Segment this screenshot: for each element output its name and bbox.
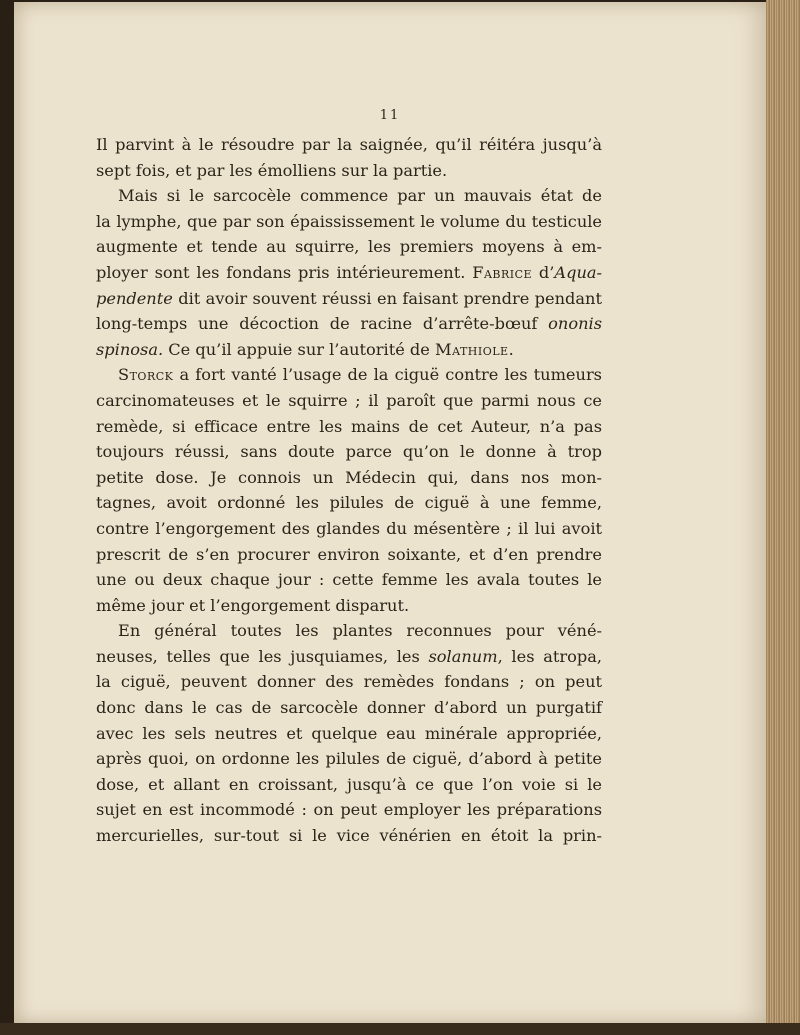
text-line: carcinomateuses et le squirre ; il paroît que parmi nous ce bbox=[96, 390, 602, 410]
text-line bbox=[96, 362, 602, 388]
text-run: neuses, telles que les jusquiames, les bbox=[96, 646, 429, 666]
text-line bbox=[96, 260, 602, 286]
text-run: ployer sont les fondans pris intérieurement. bbox=[96, 262, 473, 282]
text-line: une ou deux chaque jour : cette femme les avala toutes le bbox=[96, 570, 602, 590]
text-line: contre l’engorgement des glandes du mésentère ; il lui avoit bbox=[96, 518, 602, 538]
text-line: prescrit de s’en procurer environ soixante, et d’en prendre bbox=[96, 544, 602, 564]
text-line bbox=[96, 337, 602, 363]
italic-term: solanum bbox=[428, 646, 498, 666]
italic-term: spinosa. bbox=[96, 339, 164, 359]
text-line: même jour et l’engorgement disparut. bbox=[96, 595, 410, 615]
text-line: Mais si le sarcocèle commence par un mauvais état de bbox=[118, 186, 602, 206]
italic-term: ononis bbox=[548, 314, 602, 334]
body-text bbox=[96, 132, 602, 849]
text-line: dose, et allant en croissant, jusqu’à ce que l’on voie si le bbox=[96, 774, 602, 794]
text-line bbox=[96, 644, 602, 670]
text-line: petite dose. Je connois un Médecin qui, dans nos mon- bbox=[96, 467, 602, 487]
author-name: Storck bbox=[118, 365, 174, 385]
text-run: dit avoir souvent réussi en faisant prendre pendant bbox=[172, 288, 602, 308]
page-number: 11 bbox=[379, 108, 401, 123]
text-run: long-temps une décoction de racine d’arrête-bœuf bbox=[96, 314, 549, 334]
text-line: remède, si efficace entre les mains de cet Auteur, n’a pas bbox=[96, 416, 602, 436]
text-line: avec les sels neutres et quelque eau minérale appropriée, bbox=[96, 723, 602, 743]
text-line: augmente et tende au squirre, les premiers moyens à em- bbox=[96, 237, 602, 257]
text-line: Il parvint à le résoudre par la saignée, qu’il réitéra jusqu’à bbox=[96, 135, 602, 154]
page-edges bbox=[766, 0, 800, 1035]
text-run: , les atropa, bbox=[497, 646, 602, 666]
italic-term: Aqua- bbox=[554, 262, 603, 282]
text-run: d’ bbox=[532, 262, 555, 282]
book-bottom-edge bbox=[0, 1023, 800, 1035]
author-name: Fabrice bbox=[472, 262, 533, 282]
text-line bbox=[96, 311, 602, 337]
text-run: a fort vanté l’usage de la ciguë contre les tumeurs bbox=[173, 365, 602, 385]
book-page bbox=[14, 2, 766, 1024]
text-line: la lymphe, que par son épaississement le volume du testicule bbox=[96, 211, 602, 231]
text-line: sept fois, et par les émolliens sur la partie. bbox=[96, 160, 448, 180]
text-line: sujet en est incommodé : on peut employer les préparations bbox=[96, 800, 602, 820]
text-line: toujours réussi, sans doute parce qu’on le donne à trop bbox=[96, 442, 602, 462]
text-line: la ciguë, peuvent donner des remèdes fondans ; on peut bbox=[96, 672, 602, 692]
text-line: après quoi, on ordonne les pilules de ciguë, d’abord à petite bbox=[96, 749, 602, 769]
author-name: Mathiole. bbox=[435, 339, 515, 359]
text-line: mercurielles, sur-tout si le vice vénérien en étoit la prin- bbox=[96, 826, 602, 846]
text-line: donc dans le cas de sarcocèle donner d’abord un purgatif bbox=[96, 698, 602, 718]
text-line: tagnes, avoit ordonné les pilules de ciguë à une femme, bbox=[96, 493, 602, 513]
text-line: En général toutes les plantes reconnues pour véné- bbox=[118, 621, 602, 641]
text-line bbox=[96, 286, 602, 312]
text-run: Ce qu’il appuie sur l’autorité de bbox=[163, 339, 436, 359]
italic-term: pendente bbox=[96, 288, 173, 308]
